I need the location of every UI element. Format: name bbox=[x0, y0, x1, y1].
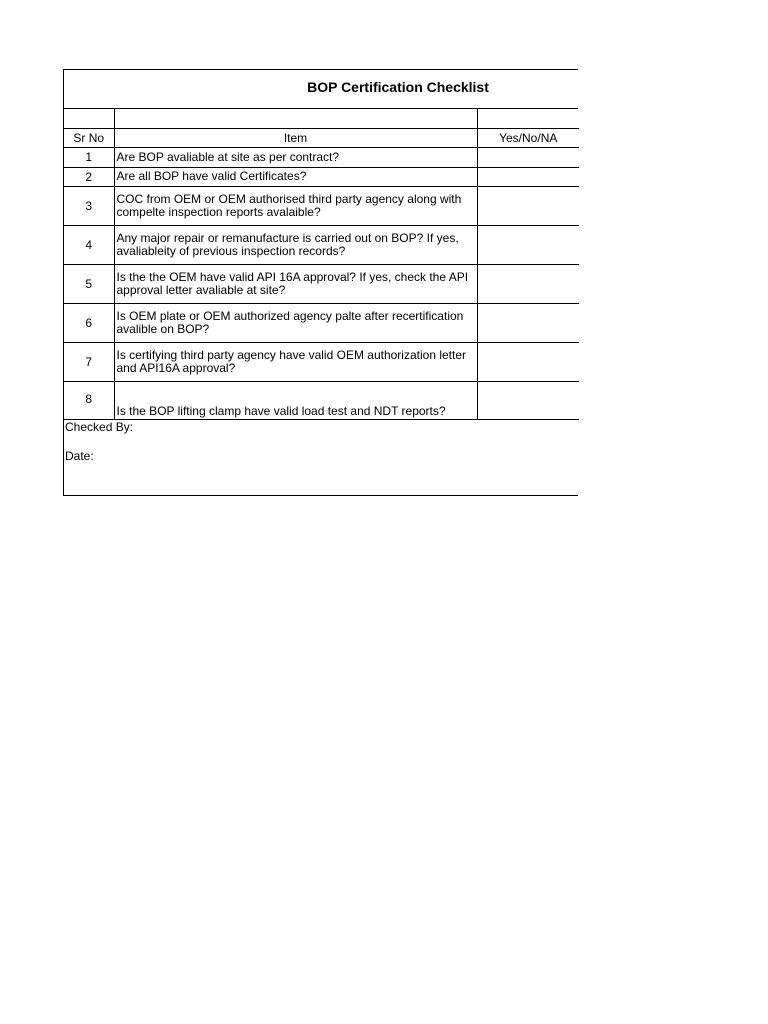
row-number: 8 bbox=[64, 381, 114, 419]
table-row bbox=[64, 303, 579, 342]
table-row bbox=[64, 167, 579, 186]
row-number: 6 bbox=[64, 303, 114, 342]
answer-cell[interactable] bbox=[477, 303, 579, 342]
blank-cell[interactable] bbox=[64, 109, 114, 128]
table-row bbox=[64, 381, 579, 419]
row-item: Is the BOP lifting clamp have valid load test and NDT reports? bbox=[114, 381, 477, 419]
row-number: 1 bbox=[64, 147, 114, 167]
row-number: 5 bbox=[64, 264, 114, 303]
title-row bbox=[64, 70, 578, 109]
table-row bbox=[64, 225, 579, 264]
row-item: Is the the OEM have valid API 16A approval? If yes, check the API approval letter avaliable at site? bbox=[114, 264, 477, 303]
row-number: 4 bbox=[64, 225, 114, 264]
column-header-item: Item bbox=[114, 128, 477, 147]
column-header-sr-no: Sr No bbox=[64, 128, 114, 147]
row-number: 3 bbox=[64, 186, 114, 225]
table-row bbox=[64, 186, 579, 225]
table-row bbox=[64, 342, 579, 381]
date-label: Date: bbox=[65, 449, 94, 463]
answer-cell[interactable] bbox=[477, 342, 579, 381]
page-title: BOP Certification Checklist bbox=[307, 79, 489, 95]
column-header-answer: Yes/No/NA bbox=[477, 128, 579, 147]
answer-cell[interactable] bbox=[477, 147, 579, 167]
table-row bbox=[64, 147, 579, 167]
row-item: Are BOP avaliable at site as per contract? bbox=[114, 147, 477, 167]
row-item: Is OEM plate or OEM authorized agency palte after recertification avalible on BOP? bbox=[114, 303, 477, 342]
blank-cell[interactable] bbox=[477, 109, 579, 128]
row-number: 7 bbox=[64, 342, 114, 381]
blank-cell[interactable] bbox=[114, 109, 477, 128]
row-number: 2 bbox=[64, 167, 114, 186]
answer-cell[interactable] bbox=[477, 381, 579, 419]
answer-cell[interactable] bbox=[477, 186, 579, 225]
answer-cell[interactable] bbox=[477, 167, 579, 186]
row-item: Are all BOP have valid Certificates? bbox=[114, 167, 477, 186]
row-item: Any major repair or remanufacture is carried out on BOP? If yes, avaliableity of previous inspection records? bbox=[114, 225, 477, 264]
checklist-sheet bbox=[63, 69, 578, 496]
checklist-table bbox=[64, 109, 579, 420]
checked-by-label: Checked By: bbox=[65, 420, 134, 434]
blank-row bbox=[64, 109, 579, 128]
answer-cell[interactable] bbox=[477, 225, 579, 264]
row-item: Is certifying third party agency have valid OEM authorization letter and API16A approval? bbox=[114, 342, 477, 381]
header-row bbox=[64, 128, 579, 147]
answer-cell[interactable] bbox=[477, 264, 579, 303]
row-item: COC from OEM or OEM authorised third party agency along with compelte inspection reports avalaible? bbox=[114, 186, 477, 225]
table-row bbox=[64, 264, 579, 303]
